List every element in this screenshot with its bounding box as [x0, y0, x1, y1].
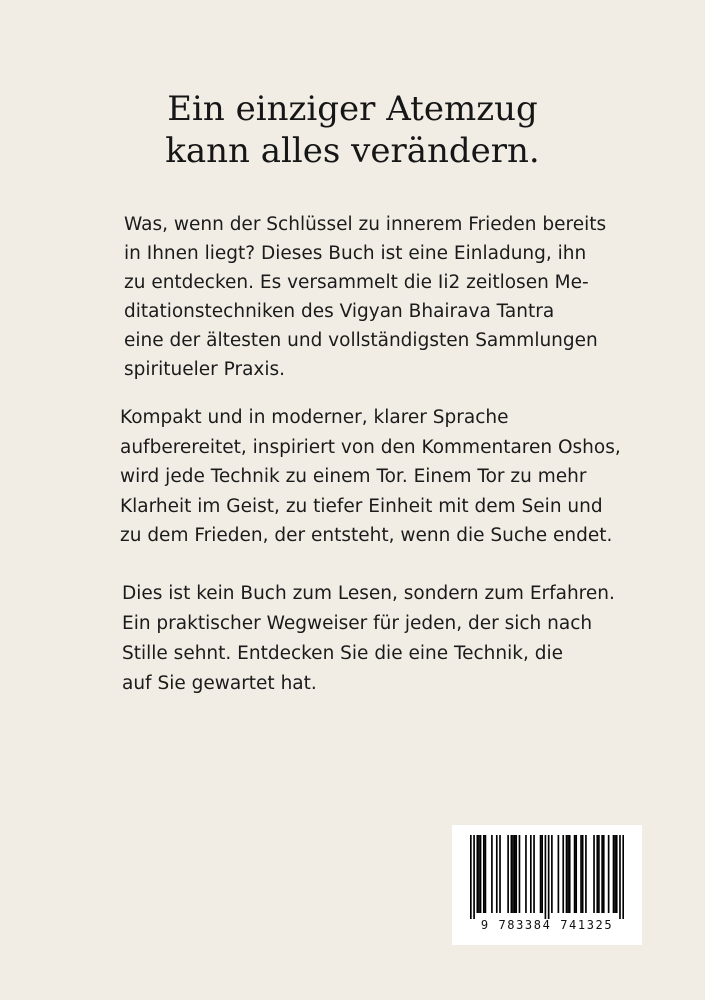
barcode-bar — [470, 835, 472, 919]
barcode-bar — [545, 835, 547, 919]
barcode-bar — [507, 835, 509, 913]
cover-headline — [0, 88, 705, 172]
text-line: spiritueler Praxis. — [124, 359, 286, 380]
text-line: wird jede Technik zu einem Tor. Einem Tor zu mehr — [120, 466, 587, 487]
barcode-bars — [470, 835, 624, 919]
isbn-barcode — [452, 825, 642, 945]
barcode-bar — [485, 835, 487, 913]
barcode-bar — [548, 835, 550, 919]
text-line: Stille sehnt. Entdecken Sie die eine Technik, die — [122, 643, 564, 664]
text-line: zu dem Frieden, der entsteht, wenn die Suche endet. — [120, 525, 613, 546]
barcode-bar — [558, 835, 560, 913]
barcode-bar — [515, 835, 517, 913]
barcode-bar — [598, 835, 600, 913]
text-line: Was, wenn der Schlüssel zu innerem Frieden bereits — [124, 214, 607, 235]
text-line: in Ihnen liegt? Dieses Buch ist eine Einladung, ihn — [124, 243, 587, 264]
barcode-bar — [614, 835, 616, 913]
barcode-bar — [499, 835, 501, 913]
barcode-bar — [541, 835, 543, 913]
barcode-bar — [566, 835, 568, 913]
barcode-bar — [496, 835, 498, 913]
barcode-bar — [593, 835, 595, 913]
text-line: zu entdecken. Es versammelt die Ii2 zeitlosen Me- — [124, 272, 589, 293]
barcode-bar — [491, 835, 493, 913]
barcode-bar — [580, 835, 582, 913]
barcode-bar — [511, 835, 513, 913]
isbn-number: 9 783384 741325 — [480, 918, 614, 932]
text-line: Klarheit im Geist, zu tiefer Einheit mit dem Sein und — [120, 495, 603, 517]
barcode-bar — [530, 835, 532, 913]
text-line: eine der ältesten und vollständigsten Sammlungen — [124, 330, 598, 351]
barcode-bar — [514, 835, 516, 913]
barcode-bar — [480, 835, 482, 913]
headline-line: kann alles verändern. — [165, 131, 540, 171]
barcode-bar — [540, 835, 542, 913]
text-line: Dies ist kein Buch zum Lesen, sondern zum Erfahren. — [122, 583, 615, 604]
barcode-bar — [613, 835, 615, 913]
blurb-paragraph-3 — [122, 579, 615, 699]
text-line: auf Sie gewartet hat. — [122, 673, 317, 694]
barcode-bar — [574, 835, 576, 913]
barcode-bar — [478, 835, 480, 913]
barcode-bar — [622, 835, 624, 919]
headline-line: Ein einziger Atemzug — [167, 89, 538, 129]
barcode-bar — [519, 835, 521, 913]
blurb-paragraph-2 — [120, 403, 621, 551]
barcode-bar — [601, 835, 603, 913]
barcode-bar — [608, 835, 610, 913]
barcode-bar — [551, 835, 553, 913]
barcode-bar — [533, 835, 535, 913]
barcode-bar — [619, 835, 621, 919]
barcode-bar — [585, 835, 587, 913]
barcode-bar — [567, 835, 569, 913]
barcode-bar — [575, 835, 577, 913]
barcode-bar — [525, 835, 527, 913]
barcode-bar — [582, 835, 584, 913]
blurb-paragraph-1 — [124, 210, 606, 384]
barcode-bar — [476, 835, 478, 913]
barcode-bar — [512, 835, 514, 913]
text-line: aufberereitet, inspiriert von den Kommentaren Oshos, — [120, 436, 621, 458]
text-line: ditationstechniken des Vigyan Bhairava Tantra — [124, 301, 555, 322]
barcode-bar — [596, 835, 598, 913]
barcode-bar — [562, 835, 564, 913]
barcode-bar — [473, 835, 475, 919]
barcode-bar — [603, 835, 605, 913]
barcode-bar — [616, 835, 618, 913]
barcode-bar — [483, 835, 485, 913]
text-line: Ein praktischer Wegweiser für jeden, der sich nach — [122, 613, 593, 634]
barcode-bar — [569, 835, 571, 913]
text-line: Kompakt und in moderner, klarer Sprache — [120, 407, 509, 428]
